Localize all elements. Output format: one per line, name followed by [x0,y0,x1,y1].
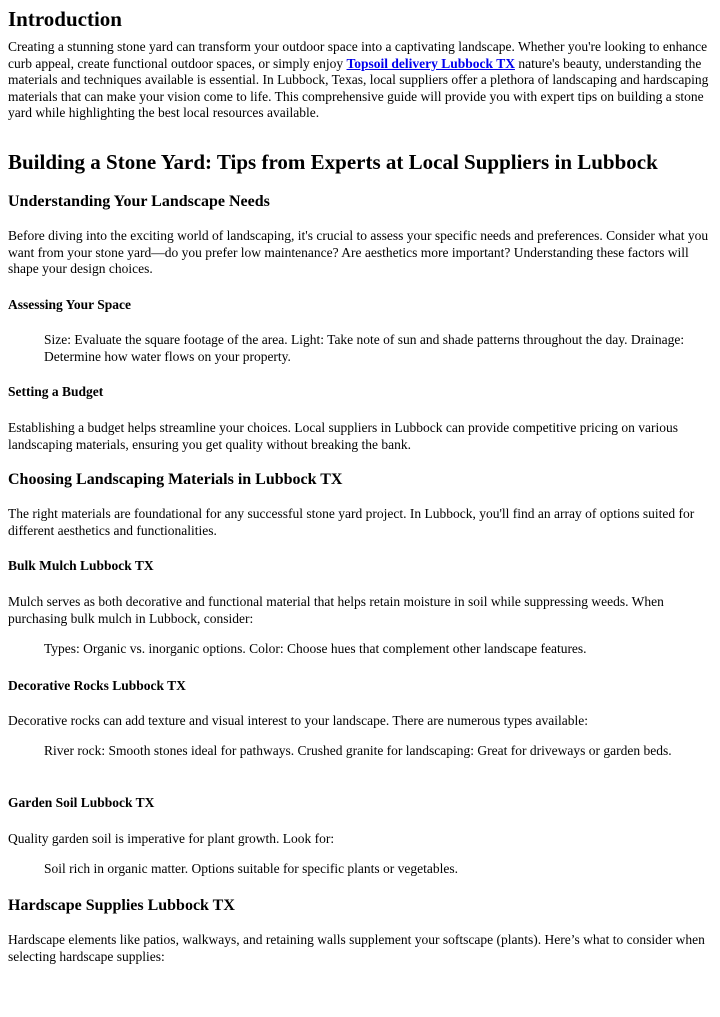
assessing-space-list: Size: Evaluate the square footage of the area. Light: Take note of sun and shade patterns throughout the day. Drainage: Determine how water flows on your property. [44,332,685,364]
hardscape-paragraph: Hardscape elements like patios, walkways, and retaining walls supplement your softscape (plants). Here’s what to consider when selecting hardscape supplies: [8,932,705,964]
garden-soil-list: Soil rich in organic matter. Options suitable for specific plants or vegetables. [44,861,459,876]
landscape-needs-paragraph: Before diving into the exciting world of landscaping, it's crucial to assess your specific needs and preferences. Consider what you want from your stone yard—do you prefer low maintenance? Are aesthetics more important? Understanding these factors will shape your design choices. [8,228,709,276]
topsoil-delivery-link[interactable]: Topsoil delivery Lubbock TX [346,55,515,71]
assessing-space-heading: Assessing Your Space [8,297,132,312]
intro-text-after-link: nature's beauty, understanding the materials and techniques available is essential. In Lubbock, Texas, local suppliers offer a plethora of landscaping and hardscaping materials that can make your vision come to life. This comprehensive guide will provide you with expert tips on building a stone yard while highlighting the best local resources available. [8,55,709,120]
decorative-rocks-paragraph: Decorative rocks can add texture and visual interest to your landscape. There are numerous types available: [8,713,589,728]
landscape-needs-heading: Understanding Your Landscape Needs [8,193,270,210]
budget-paragraph: Establishing a budget helps streamline your choices. Local suppliers in Lubbock can provide competitive pricing on various landscaping materials, ensuring you get quality without breaking the bank. [8,420,678,452]
materials-heading: Choosing Landscaping Materials in Lubbock TX [8,471,343,488]
materials-paragraph: The right materials are foundational for any successful stone yard project. In Lubbock, you'll find an array of options suited for different aesthetics and functionalities. [8,506,695,538]
garden-soil-heading: Garden Soil Lubbock TX [8,795,155,810]
intro-paragraph [8,39,718,122]
decorative-rocks-list: River rock: Smooth stones ideal for pathways. Crushed granite for landscaping: Great for driveways or garden beds. [44,743,672,758]
garden-soil-paragraph: Quality garden soil is imperative for plant growth. Look for: [8,831,335,846]
hardscape-heading: Hardscape Supplies Lubbock TX [8,897,235,914]
budget-heading: Setting a Budget [8,384,104,399]
bulk-mulch-heading: Bulk Mulch Lubbock TX [8,558,154,573]
intro-text-before-link: Creating a stunning stone yard can transform your outdoor space into a captivating landscape. Whether you're looking to enhance curb appeal, create functional outdoor spaces, or simply enjoy [8,39,708,71]
bulk-mulch-list: Types: Organic vs. inorganic options. Color: Choose hues that complement other landscape features. [44,641,587,656]
intro-heading: Introduction [8,7,122,31]
decorative-rocks-heading: Decorative Rocks Lubbock TX [8,678,186,693]
main-heading: Building a Stone Yard: Tips from Experts at Local Suppliers in Lubbock [8,150,658,174]
bulk-mulch-paragraph: Mulch serves as both decorative and functional material that helps retain moisture in soil while suppressing weeds. When purchasing bulk mulch in Lubbock, consider: [8,594,664,626]
